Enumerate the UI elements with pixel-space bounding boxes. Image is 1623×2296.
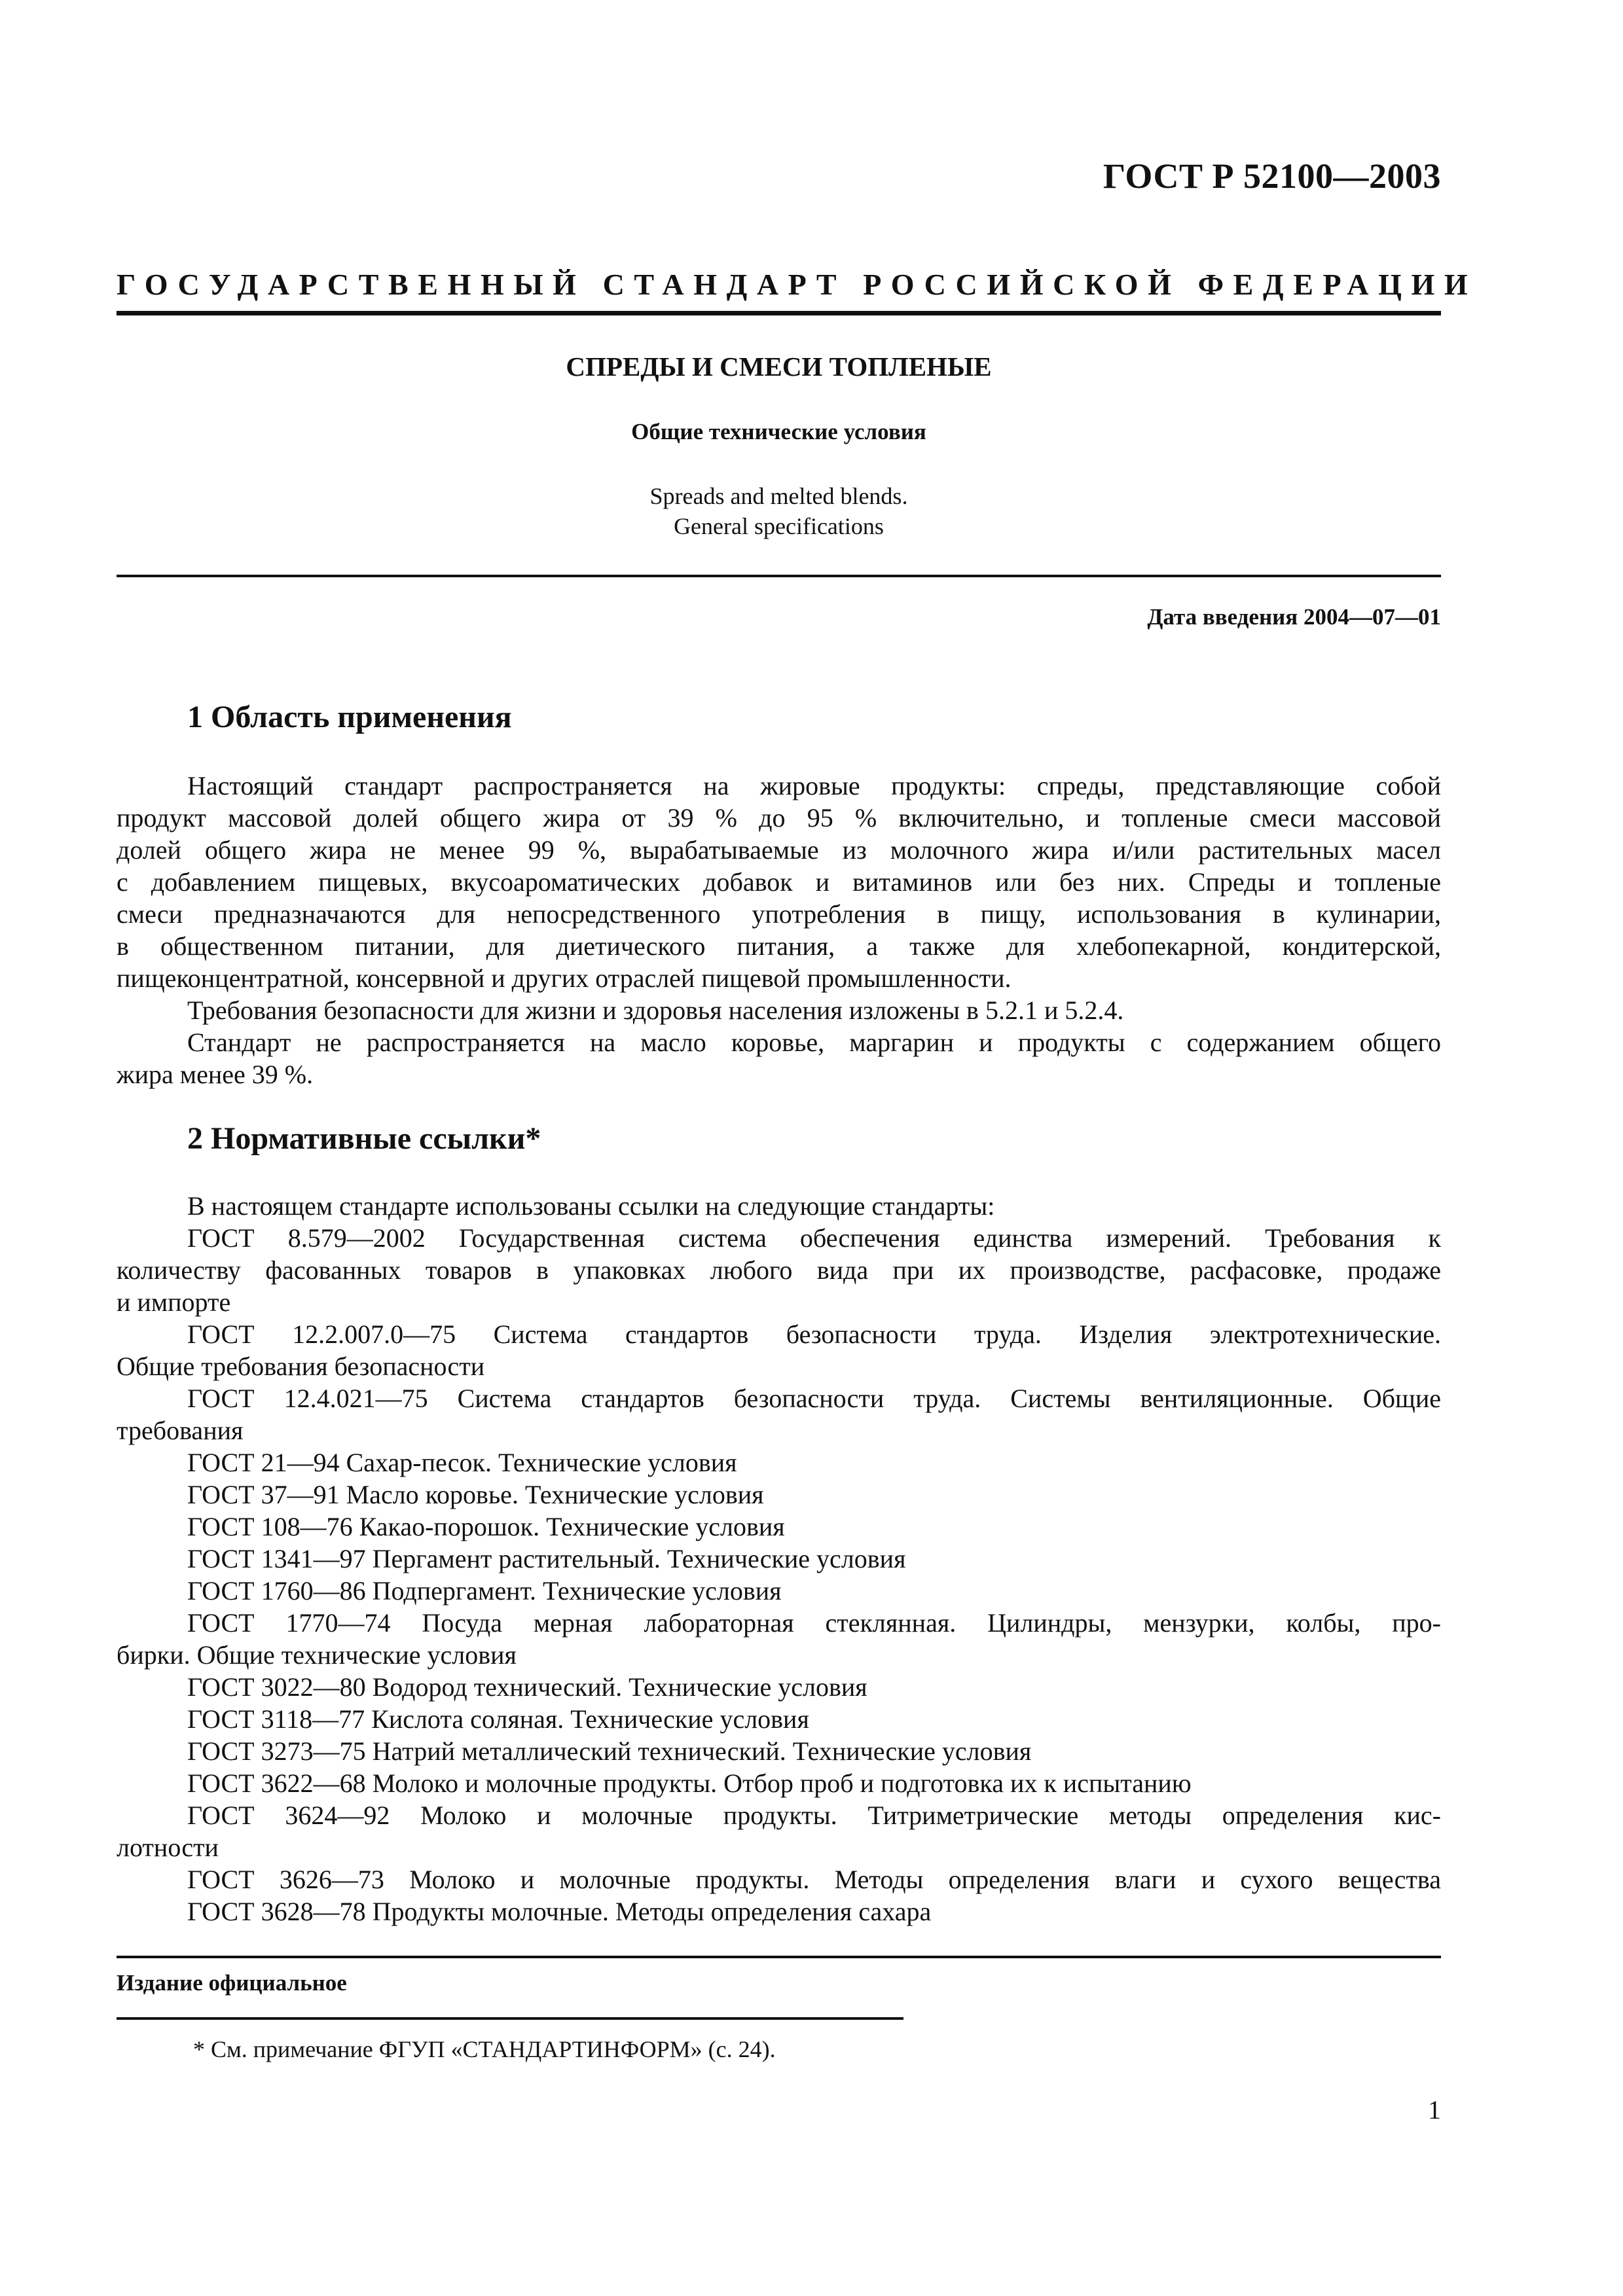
reference-line: ГОСТ 21—94 Сахар-песок. Технические условия — [187, 1448, 737, 1477]
footnote-rule — [117, 2017, 903, 2020]
reference-line: ГОСТ 1760—86 Подпергамент. Технические условия — [187, 1576, 782, 1605]
reference-line: ГОСТ 37—91 Масло коровье. Технические условия — [187, 1480, 764, 1509]
text-line: В настоящем стандарте использованы ссылки на следующие стандарты: — [187, 1191, 995, 1221]
title-english-line: General specifications — [674, 513, 884, 539]
reference-line: ГОСТ 3624—92 Молоко и молочные продукты. Титриметрические методы определения кис- — [187, 1801, 1441, 1830]
document-code: ГОСТ Р 52100—2003 — [1103, 156, 1441, 196]
text-line: смеси предназначаются для непосредственного употребления в пищу, использования в кулинарии, — [117, 899, 1441, 929]
reference-line: количеству фасованных товаров в упаковках любого вида при их производстве, расфасовке, продаже — [117, 1255, 1441, 1285]
reference-line: ГОСТ 12.4.021—75 Система стандартов безопасности труда. Системы вентиляционные. Общие — [187, 1384, 1441, 1413]
state-standard-heading: ГОСУДАРСТВЕННЫЙ СТАНДАРТ РОССИЙСКОЙ ФЕДЕРАЦИИ — [117, 268, 1478, 301]
title-english-line: Spreads and melted blends. — [649, 483, 908, 509]
official-edition-label: Издание официальное — [117, 1970, 347, 1996]
reference-line: ГОСТ 1770—74 Посуда мерная лабораторная стеклянная. Цилиндры, мензурки, колбы, про- — [187, 1608, 1441, 1638]
official-edition-rule — [117, 1956, 1441, 1958]
text-line: в общественном питании, для диетического питания, а также для хлебопекарной, кондитерской, — [117, 931, 1441, 961]
text-line: долей общего жира не менее 99 %, вырабатываемые из молочного жира и/или растительных масел — [117, 835, 1441, 865]
page-number: 1 — [1428, 2095, 1441, 2125]
introduction-date: Дата введения 2004—07—01 — [1147, 604, 1441, 630]
reference-line: ГОСТ 108—76 Какао-порошок. Технические условия — [187, 1512, 785, 1541]
text-line: Настоящий стандарт распространяется на жировые продукты: спреды, представляющие собой — [187, 771, 1441, 800]
document-title: СПРЕДЫ И СМЕСИ ТОПЛЕНЫЕ — [566, 351, 992, 382]
text-line: пищеконцентратной, консервной и других отраслей пищевой промышленности. — [117, 963, 1012, 993]
reference-line: ГОСТ 3022—80 Водород технический. Технические условия — [187, 1672, 867, 1702]
text-line: Требования безопасности для жизни и здоровья населения изложены в 5.2.1 и 5.2.4. — [187, 996, 1124, 1025]
section-heading-scope: 1 Область применения — [187, 700, 512, 734]
reference-line: лотности — [117, 1833, 219, 1862]
text-line: с добавлением пищевых, вкусоароматических добавок и витаминов или без них. Спреды и топленые — [117, 867, 1441, 897]
reference-line: ГОСТ 12.2.007.0—75 Система стандартов безопасности труда. Изделия электротехнические. — [187, 1319, 1441, 1349]
document-title-english — [117, 481, 1441, 541]
reference-line: бирки. Общие технические условия — [117, 1640, 517, 1670]
footnote: * См. примечание ФГУП «СТАНДАРТИНФОРМ» (с. 24). — [193, 2036, 776, 2062]
reference-line: ГОСТ 3626—73 Молоко и молочные продукты. Методы определения влаги и сухого вещества — [187, 1865, 1441, 1894]
reference-line: ГОСТ 8.579—2002 Государственная система обеспечения единства измерений. Требования к — [187, 1223, 1441, 1253]
section-heading-references: 2 Нормативные ссылки* — [187, 1121, 541, 1156]
header-rule — [117, 311, 1441, 315]
section-scope-body — [117, 770, 1441, 1090]
title-rule — [117, 575, 1441, 577]
reference-line: Общие требования безопасности — [117, 1352, 485, 1381]
text-line: жира менее 39 %. — [117, 1060, 314, 1089]
reference-line: и импорте — [117, 1287, 231, 1317]
reference-line: ГОСТ 3628—78 Продукты молочные. Методы определения сахара — [187, 1897, 932, 1926]
reference-line: ГОСТ 3118—77 Кислота соляная. Технические условия — [187, 1704, 809, 1734]
reference-line: ГОСТ 3273—75 Натрий металлический технический. Технические условия — [187, 1736, 1032, 1766]
section-references-body — [117, 1190, 1441, 1928]
reference-line: ГОСТ 1341—97 Пергамент растительный. Технические условия — [187, 1544, 906, 1573]
document-page — [117, 0, 1478, 2296]
reference-line: ГОСТ 3622—68 Молоко и молочные продукты. Отбор проб и подготовка их к испытанию — [187, 1768, 1192, 1798]
document-subtitle: Общие технические условия — [631, 419, 926, 444]
text-line: Стандарт не распространяется на масло коровье, маргарин и продукты с содержанием общего — [187, 1028, 1441, 1057]
text-line: продукт массовой долей общего жира от 39 % до 95 % включительно, и топленые смеси массовой — [117, 803, 1441, 833]
reference-line: требования — [117, 1416, 244, 1445]
